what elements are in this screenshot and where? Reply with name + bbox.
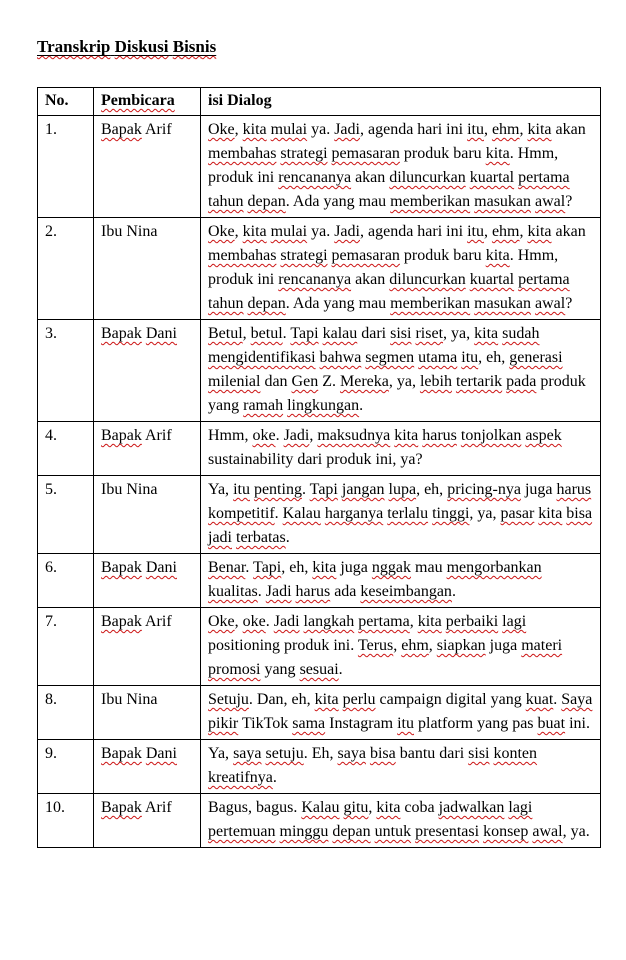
misspelled-word: Dani <box>145 559 177 576</box>
misspelled-word: pikir <box>208 715 239 732</box>
speaker-cell: Bapak Arif <box>94 116 201 218</box>
misspelled-word: mulai <box>270 121 308 138</box>
misspelled-word: harus <box>295 583 331 600</box>
misspelled-word: buat <box>537 715 566 732</box>
dialog-cell: Oke, kita mulai ya. Jadi, agenda hari ini itu, ehm, kita akan membahas strategi pemasaran produk baru kita. Hmm, produk ini rencananya akan diluncurkan kuartal pertama tahun depan. Ada yang mau memberikan masukan awal? <box>201 218 601 320</box>
misspelled-word: Saya <box>561 691 593 708</box>
misspelled-word: awal <box>535 193 566 210</box>
misspelled-word: Tapi <box>253 559 282 576</box>
misspelled-word: kita <box>485 247 510 264</box>
misspelled-word: ramah <box>243 397 284 414</box>
misspelled-word: harus <box>556 481 592 498</box>
misspelled-word: kita <box>474 325 499 342</box>
misspelled-word: aspek <box>525 427 562 444</box>
table-row <box>38 608 601 686</box>
header-no: No. <box>38 88 94 116</box>
row-number-cell: 3. <box>38 320 94 422</box>
misspelled-word: Bapak <box>101 325 142 342</box>
misspelled-word: Bapak <box>101 427 142 444</box>
misspelled-word: kuat <box>525 691 554 708</box>
table-row <box>38 116 601 218</box>
misspelled-word: milenial <box>208 373 261 390</box>
misspelled-word: diluncurkan <box>389 169 466 186</box>
table-row <box>38 218 601 320</box>
speaker-cell: Ibu Nina <box>94 218 201 320</box>
table-row <box>38 422 601 476</box>
misspelled-word: mengidentifikasi <box>208 349 316 366</box>
misspelled-word: Betul <box>208 325 243 342</box>
misspelled-word: perbaiki <box>445 613 499 630</box>
misspelled-word: pemasaran <box>331 247 400 264</box>
misspelled-word: memberikan <box>390 193 471 210</box>
misspelled-word: Bapak <box>101 613 142 630</box>
misspelled-word: Tapi <box>290 325 319 342</box>
misspelled-word: pertemuan <box>208 823 276 840</box>
table-row <box>38 794 601 848</box>
misspelled-word: kita <box>242 223 267 240</box>
misspelled-word: untuk <box>374 823 412 840</box>
misspelled-word: awal <box>535 295 566 312</box>
speaker-cell: Bapak Arif <box>94 608 201 686</box>
misspelled-word: lagi <box>502 613 527 630</box>
misspelled-word: rencananya <box>278 271 352 288</box>
misspelled-word: tahun <box>208 193 244 210</box>
misspelled-word: Jadi <box>334 223 360 240</box>
transcript-table <box>37 87 601 848</box>
misspelled-word: strategi <box>280 247 328 264</box>
misspelled-word: konsep <box>483 823 529 840</box>
misspelled-word: Transkrip <box>37 37 111 56</box>
table-row <box>38 740 601 794</box>
misspelled-word: Pembicara <box>101 92 175 109</box>
misspelled-word: sisi <box>390 325 412 342</box>
misspelled-word: oke <box>252 427 276 444</box>
misspelled-word: membahas <box>208 247 277 264</box>
misspelled-word: kita <box>417 613 442 630</box>
misspelled-word: penting <box>253 481 302 498</box>
misspelled-word: sama <box>292 715 326 732</box>
misspelled-word: Jadi <box>273 613 300 630</box>
misspelled-word: kita <box>314 691 339 708</box>
row-number-cell: 2. <box>38 218 94 320</box>
misspelled-word: tertarik <box>455 373 503 390</box>
transcript-rows <box>38 116 601 848</box>
misspelled-word: presentasi <box>415 823 480 840</box>
misspelled-word: langkah <box>303 613 355 630</box>
dialog-cell: Setuju. Dan, eh, kita perlu campaign digital yang kuat. Saya pikir TikTok sama Instagram itu platform yang pas buat ini. <box>201 686 601 740</box>
dialog-cell: Ya, saya setuju. Eh, saya bisa bantu dari sisi konten kreatifnya. <box>201 740 601 794</box>
speaker-cell: Ibu Nina <box>94 686 201 740</box>
misspelled-word: lupa <box>388 481 417 498</box>
table-row <box>38 476 601 554</box>
misspelled-word: tonjolkan <box>460 427 522 444</box>
misspelled-word: jadwalkan <box>438 799 505 816</box>
misspelled-word: tinggi <box>432 505 470 522</box>
speaker-cell: Ibu Nina <box>94 476 201 554</box>
document-title <box>37 36 626 57</box>
misspelled-word: generasi <box>509 349 563 366</box>
misspelled-word: ehm <box>401 637 429 654</box>
misspelled-word: harus <box>422 427 457 444</box>
misspelled-word: Oke <box>208 121 235 138</box>
misspelled-word: Dani <box>145 745 177 762</box>
misspelled-word: Bisnis <box>172 37 217 56</box>
dialog-cell: Betul, betul. Tapi kalau dari sisi riset, ya, kita sudah mengidentifikasi bahwa segmen utama itu, eh, generasi milenial dan Gen Z. Mereka, ya, lebih tertarik pada produk yang ramah lingkungan. <box>201 320 601 422</box>
misspelled-word: kompetitif <box>208 505 275 522</box>
misspelled-word: masukan <box>474 193 532 210</box>
dialog-cell: Bagus, bagus. Kalau gitu, kita coba jadwalkan lagi pertemuan minggu depan untuk presentasi konsep awal, ya. <box>201 794 601 848</box>
dialog-cell: Benar. Tapi, eh, kita juga nggak mau mengorbankan kualitas. Jadi harus ada keseimbangan. <box>201 554 601 608</box>
misspelled-word: kuartal <box>469 271 515 288</box>
table-row <box>38 686 601 740</box>
misspelled-word: Dani <box>145 325 177 342</box>
misspelled-word: harganya <box>324 505 384 522</box>
misspelled-word: Bapak <box>101 121 142 138</box>
misspelled-word: kita <box>242 121 267 138</box>
misspelled-word: materi <box>521 637 563 654</box>
misspelled-word: minggu <box>279 823 329 840</box>
misspelled-word: utama <box>418 349 458 366</box>
misspelled-word: saya <box>337 745 366 762</box>
misspelled-word: depan <box>332 823 371 840</box>
row-number-cell: 9. <box>38 740 94 794</box>
speaker-cell <box>94 554 201 608</box>
misspelled-word: depan <box>247 193 286 210</box>
misspelled-word: riset <box>415 325 444 342</box>
misspelled-word: tahun <box>208 295 244 312</box>
speaker-cell <box>94 740 201 794</box>
page-title <box>37 37 216 56</box>
dialog-cell: Oke, kita mulai ya. Jadi, agenda hari ini itu, ehm, kita akan membahas strategi pemasaran produk baru kita. Hmm, produk ini rencananya akan diluncurkan kuartal pertama tahun depan. Ada yang mau memberikan masukan awal? <box>201 116 601 218</box>
misspelled-word: itu <box>467 223 484 240</box>
misspelled-word: pemasaran <box>331 145 400 162</box>
misspelled-word: gitu <box>343 799 369 816</box>
misspelled-word: kreatifnya <box>208 769 273 786</box>
misspelled-word: lingkungan <box>287 397 360 414</box>
misspelled-word: terbatas <box>236 529 286 546</box>
misspelled-word: lebih <box>419 373 452 390</box>
row-number-cell: 5. <box>38 476 94 554</box>
misspelled-word: kita <box>394 427 419 444</box>
misspelled-word: Oke <box>208 613 235 630</box>
misspelled-word: sudah <box>502 325 540 342</box>
misspelled-word: lagi <box>508 799 533 816</box>
misspelled-word: maksudnya <box>317 427 391 444</box>
misspelled-word: pricing-nya <box>447 481 521 498</box>
misspelled-word: bisa <box>369 745 396 762</box>
dialog-cell: Oke, oke. Jadi langkah pertama, kita perbaiki lagi positioning produk ini. Terus, ehm, siapkan juga materi promosi yang sesuai. <box>201 608 601 686</box>
misspelled-word: konten <box>493 745 538 762</box>
misspelled-word: pertama <box>518 271 570 288</box>
misspelled-word: terlalu <box>387 505 429 522</box>
row-number-cell: 1. <box>38 116 94 218</box>
misspelled-word: mulai <box>270 223 308 240</box>
misspelled-word: rencananya <box>278 169 352 186</box>
misspelled-word: saya <box>233 745 262 762</box>
misspelled-word: perlu <box>342 691 376 708</box>
table-row <box>38 320 601 422</box>
misspelled-word: Oke <box>208 223 235 240</box>
misspelled-word: Jadi <box>265 583 292 600</box>
misspelled-word: membahas <box>208 145 277 162</box>
speaker-cell: Bapak Arif <box>94 422 201 476</box>
misspelled-word: kualitas <box>208 583 258 600</box>
misspelled-word: oke <box>242 613 266 630</box>
misspelled-word: bisa <box>566 505 593 522</box>
misspelled-word: jadi <box>208 529 232 546</box>
misspelled-word: ehm <box>491 121 520 138</box>
misspelled-word: bahwa <box>319 349 362 366</box>
misspelled-word: Kalau <box>282 505 321 522</box>
misspelled-word: kita <box>527 223 552 240</box>
misspelled-word: Setuju <box>208 691 249 708</box>
misspelled-word: Bapak <box>101 799 142 816</box>
misspelled-word: promosi <box>208 661 261 678</box>
misspelled-word: Gen <box>291 373 319 390</box>
misspelled-word: strategi <box>280 145 328 162</box>
misspelled-word: pada <box>506 373 537 390</box>
misspelled-word: Terus <box>357 637 394 654</box>
misspelled-word: Jadi <box>334 121 360 138</box>
misspelled-word: itu <box>233 481 250 498</box>
misspelled-word: itu <box>467 121 484 138</box>
misspelled-word: itu <box>397 715 414 732</box>
misspelled-word: Tapi <box>309 481 338 498</box>
table-header-row <box>38 88 601 116</box>
misspelled-word: kalau <box>322 325 358 342</box>
misspelled-word: Kalau <box>301 799 340 816</box>
misspelled-word: kita <box>527 121 552 138</box>
misspelled-word: ehm <box>491 223 520 240</box>
speaker-cell <box>94 320 201 422</box>
dialog-cell: Hmm, oke. Jadi, maksudnya kita harus tonjolkan aspek sustainability dari produk ini, ya? <box>201 422 601 476</box>
misspelled-word: Mereka <box>339 373 389 390</box>
misspelled-word: pertama <box>518 169 570 186</box>
header-dialog: isi Dialog <box>201 88 601 116</box>
speaker-cell: Bapak Arif <box>94 794 201 848</box>
misspelled-word: itu <box>461 349 479 366</box>
misspelled-word: nggak <box>371 559 412 576</box>
misspelled-word: kita <box>312 559 337 576</box>
misspelled-word: masukan <box>474 295 532 312</box>
misspelled-word: siapkan <box>436 637 486 654</box>
misspelled-word: pertama <box>358 613 410 630</box>
misspelled-word: kita <box>485 145 510 162</box>
misspelled-word: Bapak <box>101 559 142 576</box>
table-row <box>38 554 601 608</box>
row-number-cell: 4. <box>38 422 94 476</box>
misspelled-word: Jadi <box>283 427 310 444</box>
misspelled-word: keseimbangan <box>360 583 452 600</box>
header-speaker <box>94 88 201 116</box>
misspelled-word: setuju <box>265 745 304 762</box>
misspelled-word: Benar <box>208 559 246 576</box>
misspelled-word: kita <box>376 799 401 816</box>
misspelled-word: Diskusi <box>114 37 169 56</box>
misspelled-word: jangan <box>341 481 385 498</box>
misspelled-word: sesuai <box>299 661 339 678</box>
misspelled-word: Bapak <box>101 745 142 762</box>
row-number-cell: 7. <box>38 608 94 686</box>
row-number-cell: 6. <box>38 554 94 608</box>
misspelled-word: kuartal <box>469 169 515 186</box>
misspelled-word: memberikan <box>390 295 471 312</box>
misspelled-word: mengorbankan <box>446 559 542 576</box>
dialog-cell: Ya, itu penting. Tapi jangan lupa, eh, pricing-nya juga harus kompetitif. Kalau harganya terlalu tinggi, ya, pasar kita bisa jadi terbatas. <box>201 476 601 554</box>
misspelled-word: diluncurkan <box>389 271 466 288</box>
misspelled-word: depan <box>247 295 286 312</box>
misspelled-word: betul <box>250 325 283 342</box>
misspelled-word: pasar <box>500 505 535 522</box>
misspelled-word: sisi <box>468 745 490 762</box>
row-number-cell: 8. <box>38 686 94 740</box>
misspelled-word: kita <box>538 505 563 522</box>
misspelled-word: segmen <box>365 349 415 366</box>
misspelled-word: awal <box>532 823 563 840</box>
row-number-cell: 10. <box>38 794 94 848</box>
